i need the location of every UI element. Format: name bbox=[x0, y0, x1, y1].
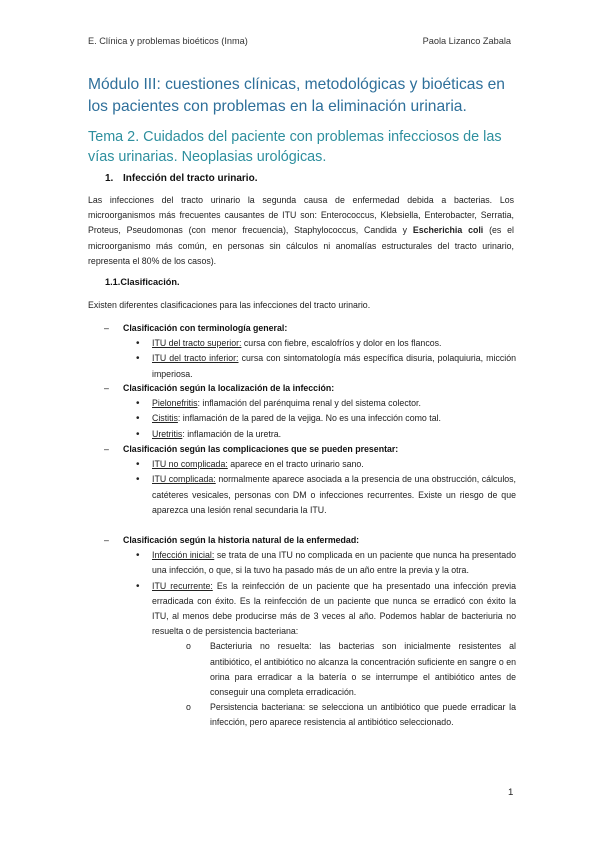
section-1-heading bbox=[105, 173, 257, 184]
intro-text-2: (es el microorganismo más común, en personas sin cálculos ni anomalías estructurales del tracto urinario, representa el 80% de los casos). bbox=[88, 225, 514, 266]
dash-marker: – bbox=[104, 323, 109, 333]
circle-marker: o bbox=[186, 702, 191, 713]
category-title: Clasificación según la localización de la infección: bbox=[123, 383, 335, 393]
dash-marker: – bbox=[104, 383, 109, 393]
sub-item-text: Bacteriuria no resuelta: las bacterias son inicialmente resistentes al antibiótico, el antibiótico no alcanza la concentración suficiente en sangre o en orina para erradicar a la batería o se interrumpe el antibiótico antes de conseguir una completa erradicación. bbox=[210, 641, 516, 698]
subsection-1-1-intro: Existen diferentes clasificaciones para las infecciones del tracto urinario. bbox=[88, 300, 371, 310]
section-1-number: 1. bbox=[105, 173, 114, 184]
page-number: 1 bbox=[508, 787, 514, 798]
header-right: Paola Lizanco Zabala bbox=[422, 36, 511, 46]
category-title: Clasificación con terminología general: bbox=[123, 323, 288, 333]
circle-marker: o bbox=[186, 641, 191, 652]
category-heading bbox=[104, 533, 516, 548]
intro-bold-term: Escherichia coli bbox=[412, 225, 484, 236]
header-left: E. Clínica y problemas bioéticos (Inma) bbox=[88, 36, 248, 46]
item-text: aparece en el tracto urinario sano. bbox=[227, 459, 364, 470]
dash-marker: – bbox=[104, 535, 109, 545]
item-text: Es la reinfección de un paciente que ha presentado una infección previa erradicada con éxito. Es la reinfección de un paciente que nunca se erradicó con éxito la ITU, al menos debe producirse más de 3 veces al año. Podemos hablar de bacteriuria no resuelta o de persistencia bacteriana: bbox=[152, 580, 516, 637]
bullet-marker: • bbox=[136, 474, 140, 486]
tema-title: Tema 2. Cuidados del paciente con problemas infecciosos de las vías urinarias. Neoplasias urológicas. bbox=[88, 129, 502, 165]
item-term: Pielonefritis bbox=[152, 398, 198, 409]
dash-marker: – bbox=[104, 444, 109, 454]
bullet-marker: • bbox=[136, 338, 140, 350]
list-item bbox=[104, 411, 516, 426]
category-heading bbox=[104, 321, 516, 336]
list-item bbox=[104, 336, 516, 351]
bullet-marker: • bbox=[136, 353, 140, 365]
category-list-1 bbox=[104, 321, 516, 382]
item-term: ITU complicada: bbox=[152, 474, 216, 485]
intro-paragraph bbox=[88, 193, 514, 269]
item-text: cursa con fiebre, escalofríos y dolor en los flancos. bbox=[241, 338, 442, 349]
sub-list-item bbox=[104, 700, 516, 730]
category-list-4 bbox=[104, 533, 516, 731]
category-list-3 bbox=[104, 442, 516, 518]
subsection-1-1-heading: 1.1.Clasificación. bbox=[105, 277, 180, 287]
list-item bbox=[104, 396, 516, 411]
item-term: Uretritis bbox=[152, 428, 183, 439]
bullet-marker: • bbox=[136, 580, 140, 592]
list-item bbox=[104, 427, 516, 442]
item-term: Cistitis bbox=[152, 413, 178, 424]
bullet-marker: • bbox=[136, 413, 140, 425]
item-term: ITU no complicada: bbox=[152, 459, 228, 470]
item-term: Infección inicial: bbox=[152, 550, 215, 561]
item-text: cursa con sintomatología más específica disuria, polaquiuria, micción imperiosa. bbox=[152, 353, 516, 379]
intro-text-1: Las infecciones del tracto urinario la segunda causa de enfermedad debida a bacterias. Los microorganismos más frecuentes causantes de ITU son: Enterococcus, Klebsiella, Enterobacter, Serratia, Proteus, Pseudomonas (con menor frecuencia), Staphylococcus, Candida y bbox=[88, 195, 514, 236]
item-text: se trata de una ITU no complicada en un paciente que nunca ha presentado una infección, o que, si la tuvo ha pasado más de un año entre la previa y la otra. bbox=[152, 550, 516, 576]
section-1-title: Infección del tracto urinario. bbox=[123, 173, 258, 184]
bullet-marker: • bbox=[136, 398, 140, 410]
category-title: Clasificación según las complicaciones que se pueden presentar: bbox=[123, 444, 399, 454]
item-term: ITU recurrente: bbox=[152, 580, 213, 591]
list-item bbox=[104, 472, 516, 518]
module-title: Módulo III: cuestiones clínicas, metodológicas y bioéticas en los pacientes con problemas en la eliminación urinaria. bbox=[88, 76, 505, 115]
category-heading bbox=[104, 442, 516, 457]
list-item bbox=[104, 457, 516, 472]
bullet-marker: • bbox=[136, 428, 140, 440]
sub-item-text: Persistencia bacteriana: se selecciona un antibiótico que puede erradicar la infección, pero aparece resistencia al antibiótico seleccionado. bbox=[210, 702, 516, 728]
category-heading bbox=[104, 381, 516, 396]
list-item bbox=[104, 548, 516, 578]
item-text: normalmente aparece asociada a la presencia de una obstrucción, cálculos, catéteres vesicales, personas con DM o infecciones recurrentes. Existe un riesgo de que aparezca una lesión renal secundaria la ITU. bbox=[152, 474, 517, 515]
item-text: : inflamación del parénquima renal y del sistema colector. bbox=[197, 398, 421, 409]
item-text: : inflamación de la uretra. bbox=[182, 428, 282, 439]
category-title: Clasificación según la historia natural de la enfermedad: bbox=[123, 535, 360, 545]
item-text: : inflamación de la pared de la vejiga. No es una infección como tal. bbox=[177, 413, 441, 424]
item-term: ITU del tracto superior: bbox=[152, 338, 242, 349]
category-list-2 bbox=[104, 381, 516, 442]
page-header bbox=[88, 36, 511, 46]
bullet-marker: • bbox=[136, 550, 140, 562]
item-term: ITU del tracto inferior: bbox=[152, 353, 239, 364]
list-item bbox=[104, 351, 516, 381]
bullet-marker: • bbox=[136, 459, 140, 471]
sub-list-item bbox=[104, 639, 516, 700]
list-item bbox=[104, 579, 516, 640]
